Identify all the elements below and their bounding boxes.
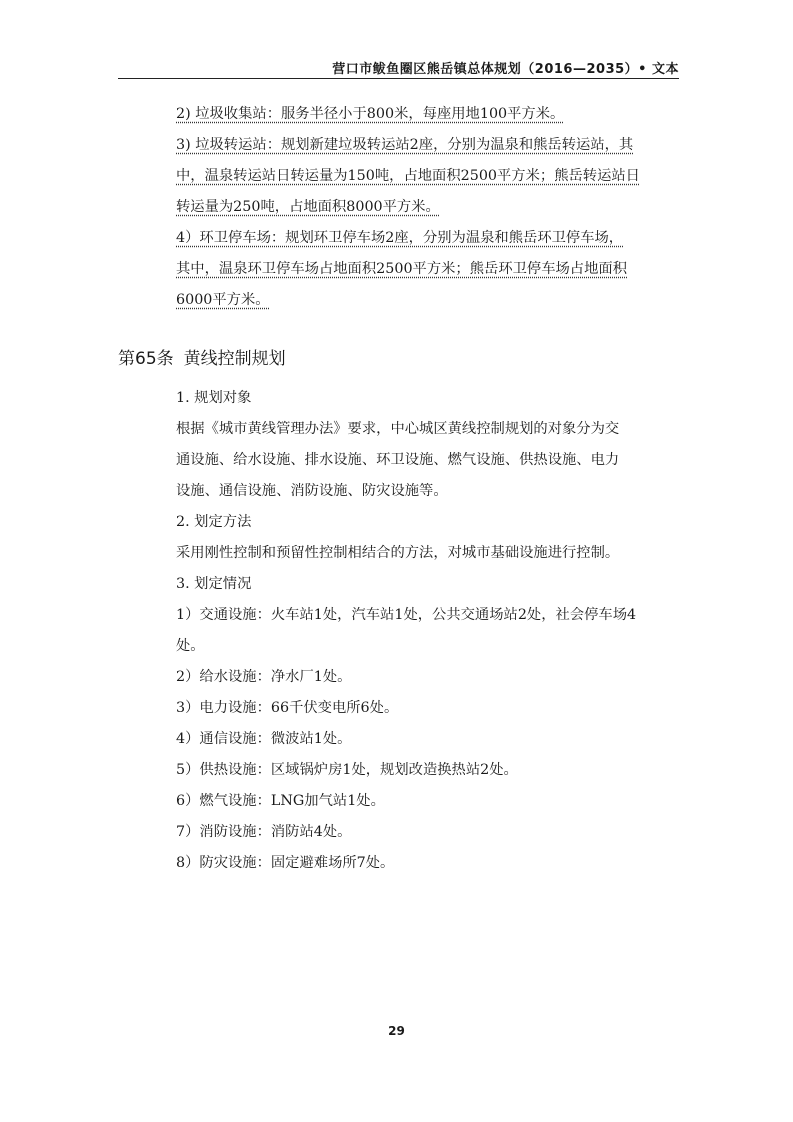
- list-item: 2）给水设施：净水厂1处。: [176, 669, 352, 685]
- paragraph-line: 设施、通信设施、消防设施、防灾设施等。: [176, 483, 448, 499]
- list-item: 1）交通设施：火车站1处，汽车站1处，公共交通场站2处，社会停车场4: [176, 607, 637, 623]
- paragraph-line: 根据《城市黄线管理办法》要求，中心城区黄线控制规划的对象分为交: [176, 421, 620, 437]
- list-item: 6）燃气设施：LNG加气站1处。: [176, 793, 385, 809]
- subsection-status: 3. 划定情况: [176, 576, 252, 592]
- subsection-planning-object: 1. 规划对象: [176, 390, 252, 406]
- garbage-collection-line: 2) 垃圾收集站：服务半径小于800米，每座用地100平方米。: [176, 106, 565, 122]
- sanitation-parking-line-1: 4）环卫停车场：规划环卫停车场2座，分别为温泉和熊岳环卫停车场，: [176, 230, 624, 246]
- subsection-method: 2. 划定方法: [176, 514, 252, 530]
- list-item: 7）消防设施：消防站4处。: [176, 824, 352, 840]
- transfer-station-line-2: 中，温泉转运站日转运量为150吨，占地面积2500平方米；熊岳转运站日: [176, 168, 640, 184]
- list-item: 3）电力设施：66千伏变电所6处。: [176, 700, 399, 716]
- paragraph-line: 采用刚性控制和预留性控制相结合的方法，对城市基础设施进行控制。: [176, 545, 620, 561]
- article-number: 第65条: [118, 349, 174, 369]
- list-item: 5）供热设施：区域锅炉房1处，规划改造换热站2处。: [176, 762, 518, 778]
- paragraph-line: 通设施、给水设施、排水设施、环卫设施、燃气设施、供热设施、电力: [176, 452, 620, 468]
- article-heading: [118, 344, 296, 369]
- document-title: 营口市鲅鱼圈区熊岳镇总体规划（2016—2035）• 文本: [332, 62, 679, 77]
- list-item: 8）防灾设施：固定避难场所7处。: [176, 855, 395, 871]
- transfer-station-line-1: 3) 垃圾转运站：规划新建垃圾转运站2座，分别为温泉和熊岳转运站，其: [176, 137, 634, 153]
- sanitation-parking-line-2: 其中，温泉环卫停车场占地面积2500平方米；熊岳环卫停车场占地面积: [176, 261, 627, 277]
- transfer-station-line-3: 转运量为250吨，占地面积8000平方米。: [176, 199, 440, 215]
- article-title: 黄线控制规划: [183, 349, 286, 369]
- sanitation-parking-line-3: 6000平方米。: [176, 292, 270, 308]
- page-number: 29: [388, 1024, 405, 1038]
- list-item: 4）通信设施：微波站1处。: [176, 731, 352, 747]
- list-item-continuation: 处。: [176, 638, 205, 654]
- page-header: [118, 50, 679, 79]
